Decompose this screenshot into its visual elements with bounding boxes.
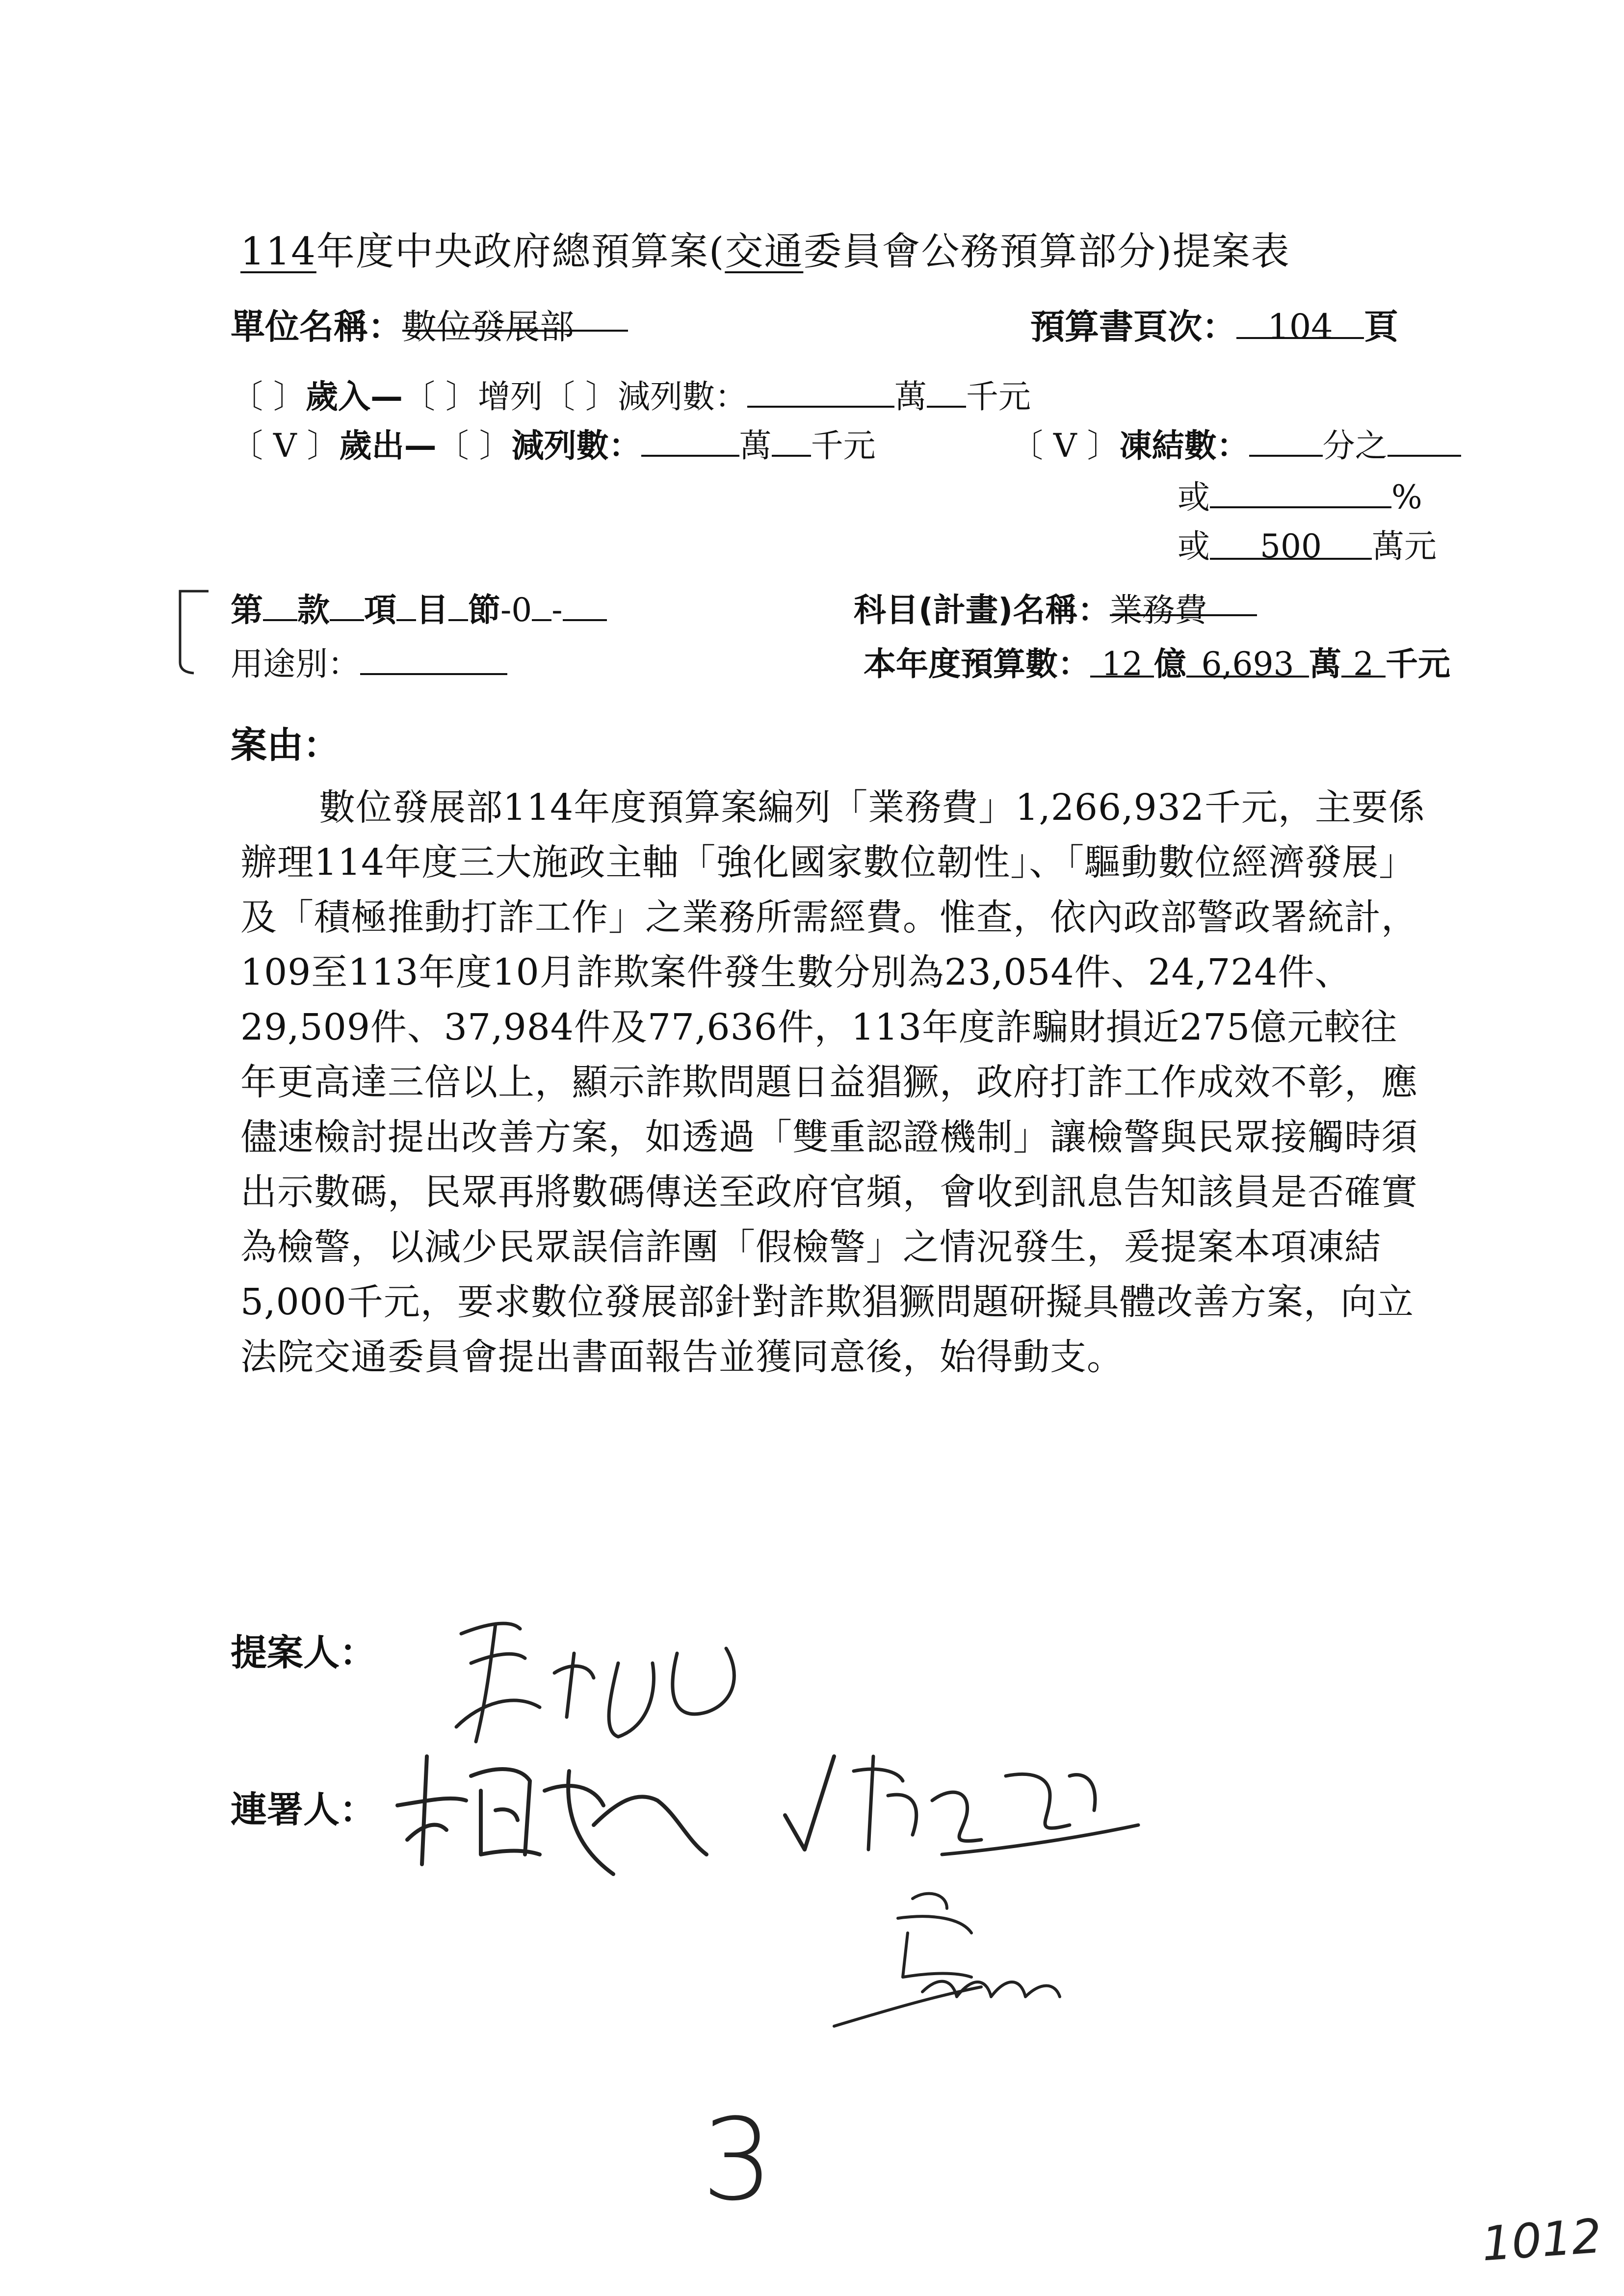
cosigner-signature-2 [775,1727,1168,1874]
subject-label: 科目(計畫)名稱： [854,591,1110,629]
freeze-blank-denominator [1249,424,1323,457]
freeze-fraction: 分之 [1322,427,1388,465]
or-amount-unit: 萬元 [1372,527,1437,565]
item-blank-1 [263,589,297,621]
page-ref-label: 預算書頁次： [1030,307,1236,347]
budget-qian-unit: 千元 [1386,645,1450,683]
usage-blank [360,643,507,675]
expense-label: 歲出— [339,427,437,465]
freeze-row [1011,419,1461,466]
or-percent-row [1178,471,1422,518]
or-label-1: 或 [1178,478,1210,516]
page-ref-row [1030,299,1398,349]
budget-label: 本年度預算數： [864,645,1090,683]
revenue-decrease: 減列數： [617,378,747,416]
title-committee: 交通 [725,230,804,274]
item-dash: - [551,591,563,629]
reason-text: 數位發展部114年度預算案編列「業務費」1,266,932千元，主要係辦理114年度三大施政主軸「強化國家數位韌性」、「驅動數位經濟發展」及「積極推動打詐工作」之業務所需經費。惟查，依內政部警政署統計，109至113年度10月詐欺案件發生數分別為23,054件、24,724件、29,509件、37,984件及77,636件，113年度詐騙財損近275億元較往年更高達三倍以上，顯示詐欺問題日益猖獗，政府打詐工作成效不彰，應儘速檢討提出改善方案，如透過「雙重認證機制」讓檢警與民眾接觸時須出示數碼，民眾再將數碼傳送至政府官頻，會收到訊息告知該員是否確實為檢警，以減少民眾誤信詐團「假檢警」之情況發生，爰提案本項凍結5,000千元，要求數位發展部針對詐欺猖獗問題研擬具體改善方案，向立法院交通委員會提出書面報告並獲同意後，始得動支。 [240,786,1425,1378]
title-end: 委員會公務預算部分)提案表 [803,230,1290,274]
item-xiang: 項 [364,591,396,629]
item-di: 第 [231,591,263,629]
freeze-bracket: 〔 V 〕 [1011,427,1120,465]
expense-blank-wan [641,424,739,457]
item-blank-5 [532,589,551,621]
proposer-label: 提案人： [231,1632,376,1674]
revenue-blank-wan [747,375,894,408]
page-ref-suffix: 頁 [1364,307,1398,347]
unit-label: 單位名稱： [231,307,402,347]
or-percent: % [1391,478,1422,516]
freeze-label: 凍結數： [1119,427,1249,465]
item-blank-3 [396,589,416,621]
budget-wan-unit: 萬 [1309,645,1341,683]
or-amount: 500 [1210,527,1372,560]
expense-decrease: 減列數： [511,427,641,465]
page-ref-value: 104 [1236,307,1364,339]
or-percent-blank [1210,476,1391,508]
revenue-row [231,370,1031,417]
or-label-2: 或 [1178,527,1210,565]
cosigner-signature-1 [383,1727,726,1889]
revenue-increase: 增列 [477,378,543,416]
item-blank-4 [448,589,468,621]
revenue-wan: 萬 [894,378,927,416]
unit-value: 數位發展部 [402,299,628,332]
budget-wan-value: 6,693 [1186,645,1309,678]
item-jie: 節 [468,591,500,629]
revenue-decrease-bracket: 〔 〕 [542,378,618,416]
expense-decrease-bracket: 〔 〕 [436,427,512,465]
freeze-blank-numerator [1388,424,1461,457]
handwritten-page-number: 3 [702,2095,774,2226]
revenue-label: 歲入— [305,378,403,416]
page-title [240,221,1290,276]
title-mid: 年度中央政府總預算案( [316,230,725,274]
revenue-blank-qian [927,375,966,408]
item-kuan: 款 [297,591,330,629]
or-amount-row [1178,520,1437,567]
budget-yi-unit: 億 [1154,645,1186,683]
revenue-increase-bracket: 〔 〕 [402,378,478,416]
budget-qian-value: 2 [1341,645,1386,678]
usage-label: 用途別： [231,645,360,683]
subject-row [854,584,1257,630]
item-jie-value: -0 [500,591,532,629]
item-blank-2 [330,589,364,621]
budget-yi-value: 12 [1090,645,1154,678]
unit-row [231,299,628,349]
item-row [231,584,607,630]
revenue-qian: 千元 [966,378,1031,416]
subject-value: 業務費 [1110,584,1257,616]
expense-qian: 千元 [811,427,876,465]
handwritten-doc-number: 1012 [1480,2208,1603,2272]
item-mu: 目 [416,591,448,629]
brace-decoration [174,589,213,677]
expense-blank-qian [772,424,811,457]
expense-row [231,419,876,466]
reason-heading: 案由： [231,724,340,766]
cosigner-label: 連署人： [231,1789,376,1831]
reason-body [240,780,1433,1384]
budget-row [864,638,1450,684]
cosigner-signature-3 [824,1879,1119,2036]
item-blank-6 [563,589,607,621]
revenue-bracket: 〔 〕 [231,378,306,416]
usage-row [231,638,507,684]
expense-wan: 萬 [739,427,772,465]
title-year: 114 [240,230,316,274]
expense-bracket: 〔 V 〕 [231,427,340,465]
